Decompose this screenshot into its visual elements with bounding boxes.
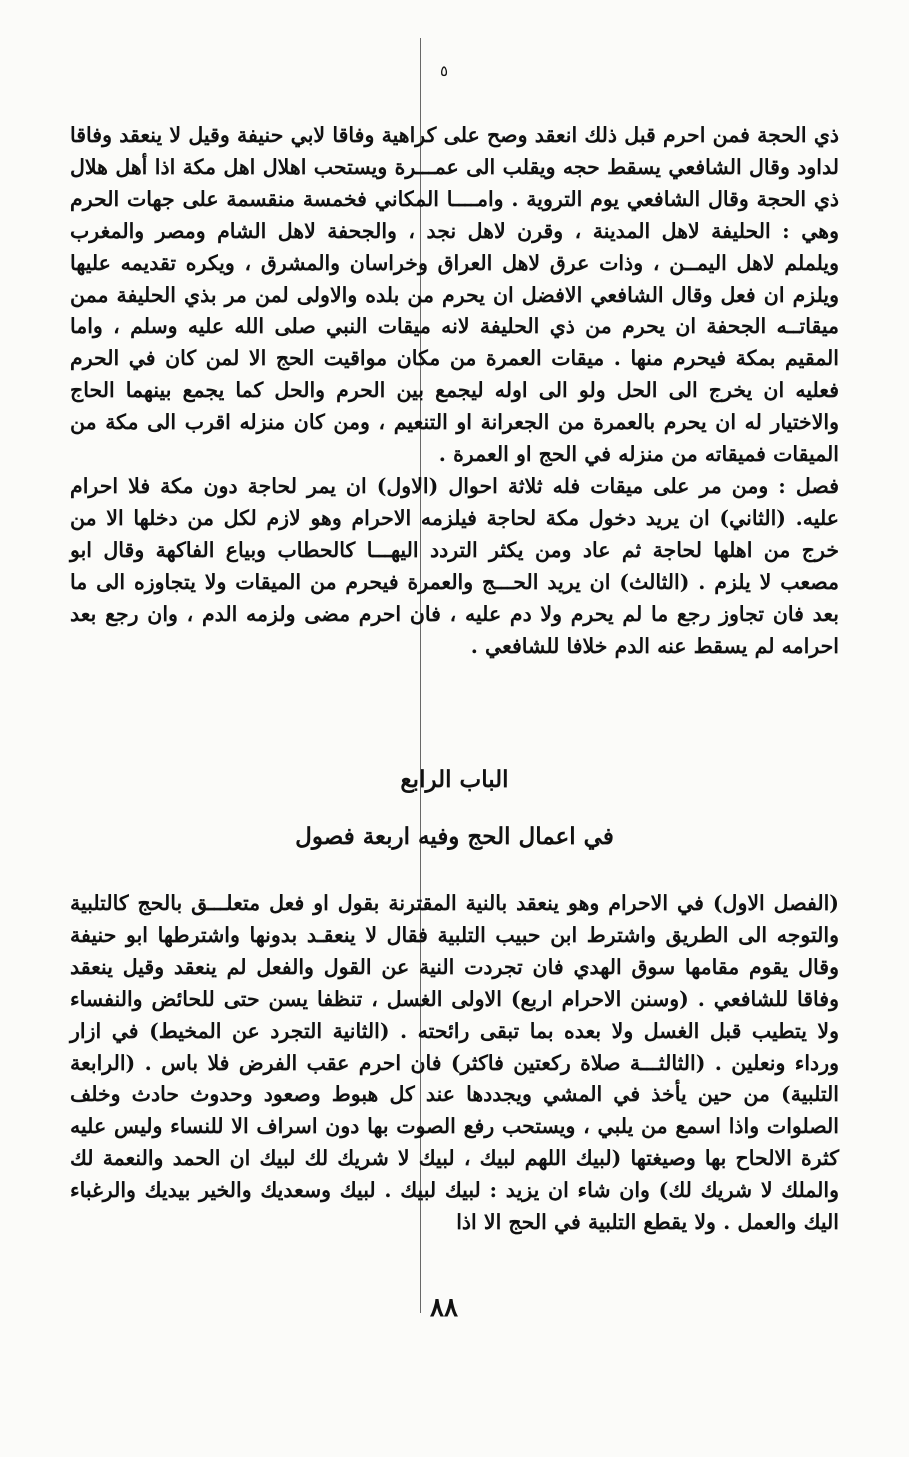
page-number: ٨٨	[430, 1293, 458, 1323]
paragraph-miqat: ذي الحجة فمن احرم قبل ذلك انعقد وصح على كراهية وفاقا لابي حنيفة وقيل لا ينعقد وفاقا لداود وقال الشافعي يسقط حجه ويقلب الى عمـــرة ويستحب اهلال اهل مكة اذا أهل هلال ذي الحجة وقال الشافعي يوم التروية . وامــــا المكاني فخمسة منقسمة على جهات الحرم وهي : الحليفة لاهل المدينة ، وقرن لاهل نجد ، والجحفة لاهل الشام ومصر والمغرب ويلملم لاهل اليمــن ، وذات عرق لاهل العراق وخراسان والمشرق ، ويكره تقديمه عليها ويلزم ان فعل وقال الشافعي الافضل ان يحرم من بلده والاولى لمن مر بذي الحليفة ممن ميقاتــه الجحفة ان يحرم من ذي الحليفة لانه ميقات النبي صلى الله عليه وسلم ، واما المقيم بمكة فيحرم منها . ميقات العمرة من مكان مواقيت الحج الا لمن كان في الحرم فعليه ان يخرج الى الحل ولو الى اوله ليجمع بين الحرم والحل كما يجمع بينهما الحاج والاختيار له ان يحرم بالعمرة من الجعرانة او التنعيم ، ومن كان منزله اقرب الى مكة من الميقات فميقاته من منزله في الحج او العمرة .	[70, 123, 839, 467]
chapter-title: الباب الرابع	[400, 766, 509, 793]
fasl-label: فصل	[795, 473, 840, 498]
body-text-lower	[70, 888, 839, 1239]
paragraph-ihram: (الفصل الاول) في الاحرام وهو ينعقد بالنية المقترنة بقول او فعل متعلـــق بالحج كالتلبية والتوجه الى الطريق واشترط ابن حبيب التلبية فقال لا ينعقـد بدونها واشترطها ابو حنيفة وقال يقوم مقامها سوق الهدي فان تجردت النية عن القول والفعل لم ينعقد وقيل ينعقد وفاقا للشافعي . (وسنن الاحرام اربع) الاولى الغسل ، تنظفا يسن حتى للحائض والنفساء ولا يتطيب قبل الغسل ولا بعده بما تبقى رائحته . (الثانية التجرد عن المخيط) في ازار ورداء ونعلين . (الثالثـــة صلاة ركعتين فاكثر) فان احرم عقب الفرض فلا باس . (الرابعة التلبية) من حين يأخذ في المشي ويجددها عند كل هبوط وصعود وحدوث حادث وخلف الصلوات واذا اسمع من يلبي ، ويستحب رفع الصوت بها دون اسراف الا للنساء وليس عليه كثرة الالحاح بها وصيغتها (لبيك اللهم لبيك ، لبيك لا شريك لك لبيك ان الحمد والنعمة لك والملك لا شريك لك) وان شاء ان يزيد : لبيك لبيك . لبيك وسعديك والخير بيديك والرغباء اليك والعمل . ولا يقطع التلبية في الحج الا اذا	[70, 891, 839, 1235]
paragraph-fasl-text: : ومن مر على ميقات فله ثلاثة احوال (الاول) ان يمر لحاجة دون مكة فلا احرام عليه. (الثاني) ان يريد دخول مكة لحاجة فيلزمه الاحرام وهو لازم لكل من دخلها الا من خرج من اهلها لحاجة ثم عاد ومن يكثر التردد اليهـــا كالحطاب وبياع الفاكهة وقال ابو مصعب لا يلزم . (الثالث) ان يريد الحـــج والعمرة فيحرم من الميقات ولا يتجاوزه الى ما بعد فان تجاوز رجع ما لم يحرم ولا دم عليه ، فان احرم مضى ولزمه الدم ، وان رجع بعد احرامه لم يسقط عنه الدم خلافا للشافعي .	[70, 473, 839, 658]
top-mark: ٥	[440, 62, 449, 80]
paragraph-fasl	[70, 471, 839, 662]
body-text-upper	[70, 120, 839, 662]
chapter-subtitle: في اعمال الحج وفيه اربعة فصول	[295, 823, 614, 850]
